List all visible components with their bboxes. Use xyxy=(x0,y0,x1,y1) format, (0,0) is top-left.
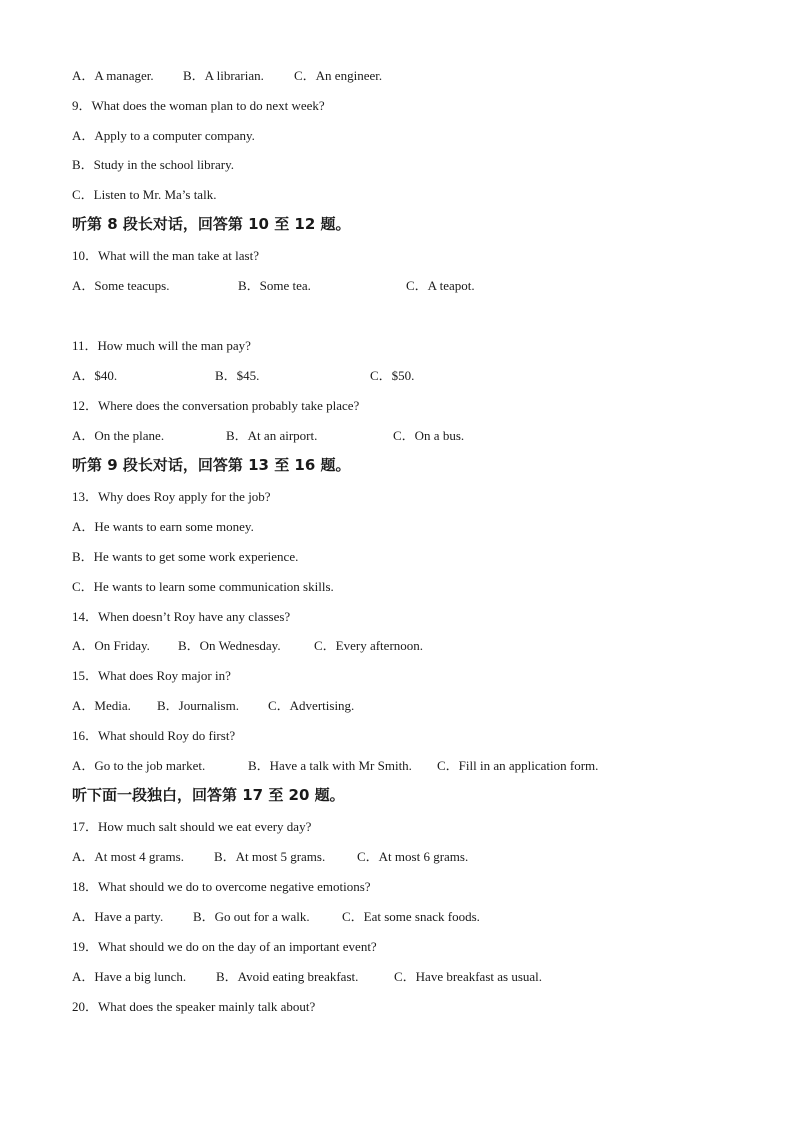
answer-option: C．Listen to Mr. Ma’s talk. xyxy=(72,187,217,202)
question-text: 11．How much will the man pay? xyxy=(72,338,251,353)
answer-option xyxy=(437,758,598,774)
option-letter: B． xyxy=(214,849,236,864)
answer-option: B．Study in the school library. xyxy=(72,157,235,172)
question-text: 19．What should we do on the day of an important event? xyxy=(72,939,377,954)
option-text: Some teacups. xyxy=(94,278,170,293)
option-text: On Wednesday. xyxy=(199,638,281,653)
option-text: Have a party. xyxy=(94,909,164,924)
option-letter: A． xyxy=(72,758,95,773)
option-letter: A． xyxy=(72,638,95,653)
option-text: On a bus. xyxy=(414,428,465,443)
answer-option xyxy=(72,698,131,714)
option-text: On Friday. xyxy=(94,638,150,653)
option-text: At most 5 grams. xyxy=(235,849,326,864)
option-text: Eat some snack foods. xyxy=(363,909,480,924)
answer-option xyxy=(393,428,464,444)
answer-option xyxy=(72,638,150,654)
question-text: 9．What does the woman plan to do next week? xyxy=(72,98,325,113)
question-text: 14．When doesn’t Roy have any classes? xyxy=(72,609,291,624)
option-letter: B． xyxy=(248,758,270,773)
answer-option xyxy=(248,758,412,774)
option-text: Some tea. xyxy=(259,278,311,293)
section-heading: 听第 8 段长对话，回答第 10 至 12 题。 xyxy=(72,215,351,233)
answer-option: C．He wants to learn some communication skills. xyxy=(72,579,334,594)
option-letter: B． xyxy=(215,368,237,383)
answer-option xyxy=(294,68,382,84)
option-letter: A． xyxy=(72,368,95,383)
answer-option xyxy=(238,278,311,294)
answer-option xyxy=(370,368,414,384)
answer-option xyxy=(394,969,542,985)
option-letter: B． xyxy=(183,68,205,83)
option-text: Have a big lunch. xyxy=(94,969,187,984)
answer-option xyxy=(226,428,317,444)
question-text: 18．What should we do to overcome negative emotions? xyxy=(72,879,371,894)
answer-option xyxy=(215,368,259,384)
option-letter: C． xyxy=(357,849,379,864)
option-text: Every afternoon. xyxy=(335,638,424,653)
option-text: A teapot. xyxy=(427,278,475,293)
option-letter: C． xyxy=(437,758,459,773)
answer-option: A．Apply to a computer company. xyxy=(72,128,255,143)
option-letter: A． xyxy=(72,909,95,924)
option-letter: B． xyxy=(216,969,238,984)
answer-option xyxy=(72,969,186,985)
option-text: On the plane. xyxy=(94,428,165,443)
answer-option xyxy=(72,909,163,925)
option-text: At most 4 grams. xyxy=(94,849,184,864)
option-text: At an airport. xyxy=(247,428,318,443)
option-text: Go out for a walk. xyxy=(214,909,310,924)
option-text: $45. xyxy=(236,368,260,383)
answer-option: A．He wants to earn some money. xyxy=(72,519,254,534)
answer-option xyxy=(72,849,184,865)
answer-option xyxy=(72,368,117,384)
answer-option xyxy=(216,969,358,985)
option-letter: C． xyxy=(394,969,416,984)
question-text: 10．What will the man take at last? xyxy=(72,248,259,263)
answer-option: B．He wants to get some work experience. xyxy=(72,549,299,564)
answer-option xyxy=(357,849,468,865)
answer-option xyxy=(72,68,154,84)
option-letter: A． xyxy=(72,278,95,293)
option-text: Journalism. xyxy=(178,698,239,713)
option-letter: A． xyxy=(72,849,95,864)
answer-option xyxy=(214,849,325,865)
answer-option xyxy=(406,278,475,294)
option-text: Fill in an application form. xyxy=(458,758,599,773)
question-text: 20．What does the speaker mainly talk about? xyxy=(72,999,316,1014)
option-text: A librarian. xyxy=(204,68,264,83)
option-letter: C． xyxy=(294,68,316,83)
option-letter: A． xyxy=(72,698,95,713)
option-text: Media. xyxy=(94,698,131,713)
option-letter: C． xyxy=(370,368,392,383)
answer-option xyxy=(72,428,164,444)
option-text: An engineer. xyxy=(315,68,383,83)
question-text: 16．What should Roy do first? xyxy=(72,728,236,743)
option-letter: A． xyxy=(72,969,95,984)
answer-option xyxy=(314,638,423,654)
answer-option xyxy=(157,698,239,714)
option-letter: C． xyxy=(268,698,290,713)
answer-option xyxy=(72,758,205,774)
option-letter: B． xyxy=(226,428,248,443)
answer-option xyxy=(268,698,354,714)
answer-option xyxy=(193,909,310,925)
option-letter: C． xyxy=(406,278,428,293)
answer-option xyxy=(342,909,480,925)
option-letter: C． xyxy=(314,638,336,653)
option-text: $50. xyxy=(391,368,415,383)
option-text: Go to the job market. xyxy=(94,758,206,773)
option-letter: C． xyxy=(342,909,364,924)
option-letter: C． xyxy=(393,428,415,443)
question-text: 13．Why does Roy apply for the job? xyxy=(72,489,271,504)
option-text: Advertising. xyxy=(289,698,355,713)
section-heading: 听第 9 段长对话，回答第 13 至 16 题。 xyxy=(72,456,351,474)
section-heading: 听下面一段独白，回答第 17 至 20 题。 xyxy=(72,786,345,804)
option-letter: A． xyxy=(72,428,95,443)
option-text: Have breakfast as usual. xyxy=(415,969,543,984)
question-text: 12．Where does the conversation probably take place? xyxy=(72,398,360,413)
option-text: Have a talk with Mr Smith. xyxy=(269,758,412,773)
option-letter: B． xyxy=(157,698,179,713)
answer-option xyxy=(183,68,264,84)
option-text: Avoid eating breakfast. xyxy=(237,969,359,984)
question-text: 17．How much salt should we eat every day? xyxy=(72,819,312,834)
option-letter: A． xyxy=(72,68,95,83)
answer-option xyxy=(178,638,281,654)
option-text: A manager. xyxy=(94,68,154,83)
option-letter: B． xyxy=(238,278,260,293)
question-text: 15．What does Roy major in? xyxy=(72,668,231,683)
option-text: $40. xyxy=(94,368,118,383)
option-text: At most 6 grams. xyxy=(378,849,469,864)
option-letter: B． xyxy=(178,638,200,653)
option-letter: B． xyxy=(193,909,215,924)
answer-option xyxy=(72,278,169,294)
